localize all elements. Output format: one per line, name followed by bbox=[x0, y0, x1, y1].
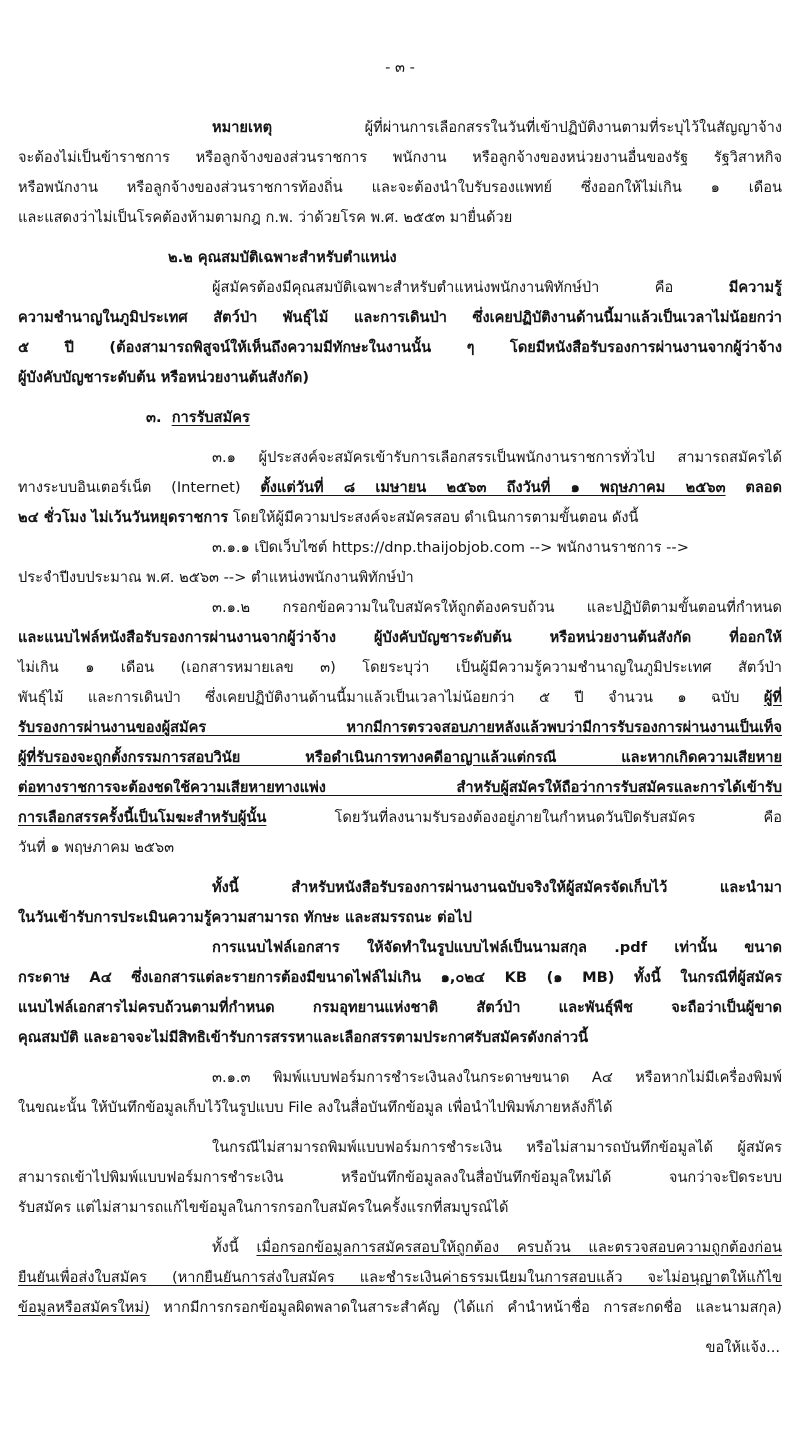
section-3-1-3-line-1: ๓.๑.๓ พิมพ์แบบฟอร์มการชำระเงินลงในกระดาษขนาด A๔ หรือหากไม่มีเครื่องพิมพ์ bbox=[212, 1069, 782, 1086]
cannot-print-line-2: สามารถเข้าไปพิมพ์แบบฟอร์มการชำระเงิน หรือบันทึกข้อมูลลงในสื่อบันทึกข้อมูลใหม่ได้ จนกว่าจะปิดระบบ bbox=[18, 1169, 782, 1186]
section-3-1-2-line-9: วันที่ ๑ พฤษภาคม ๒๕๖๓ bbox=[18, 839, 175, 856]
section-2-2-line-2: ความชำนาญในภูมิประเทศ สัตว์ป่า พันธุ์ไม้ และการเดินป่า ซึ่งเคยปฏิบัติงานด้านนี้มาแล้วเป็นเวลาไม่น้อยกว่า bbox=[18, 309, 782, 326]
attach-line-4: คุณสมบัติ และอาจจะไม่มีสิทธิเข้ารับการสรรหาและเลือกสรรตามประกาศรับสมัครดังกล่าวนี้ bbox=[18, 1029, 589, 1046]
section-3-1-line-3: ๒๔ ชั่วโมง ไม่เว้นวันหยุดราชการ โดยให้ผู้มีความประสงค์จะสมัครสอบ ดำเนินการตามขั้นตอน ดังนี้ bbox=[18, 509, 639, 526]
note-line-2: จะต้องไม่เป็นข้าราชการ หรือลูกจ้างของส่วนราชการ พนักงาน หรือลูกจ้างของหน่วยงานอื่นของรัฐ รัฐวิสาหกิจ bbox=[18, 149, 782, 166]
section-3-1-line-1: ๓.๑ ผู้ประสงค์จะสมัครเข้ารับการเลือกสรรเป็นพนักงานราชการทั่วไป สามารถสมัครได้ bbox=[212, 449, 782, 466]
section-3-1-line-2: ทางระบบอินเตอร์เน็ต (Internet) ตั้งแต่วันที่ ๘ เมษายน ๒๕๖๓ ถึงวันที่ ๑ พฤษภาคม ๒๕๖๓ ตลอด bbox=[18, 479, 783, 496]
section-2-2-line-3: ๕ ปี (ต้องสามารถพิสูจน์ให้เห็นถึงความมีทักษะในงานนั้น ๆ โดยมีหนังสือรับรองการผ่านงานจากผู้ว่าจ้าง bbox=[18, 339, 782, 356]
final-line-2: ยืนยันเพื่อส่งใบสมัคร (หากยืนยันการส่งใบสมัคร และชำระเงินค่าธรรมเนียมในการสอบแล้ว จะไม่อนุญาตให้แก้ไข bbox=[18, 1269, 782, 1286]
section-2-2-line-1: ผู้สมัครต้องมีคุณสมบัติเฉพาะสำหรับตำแหน่งพนักงานพิทักษ์ป่า คือ มีความรู้ bbox=[212, 279, 782, 296]
cannot-print-line-3: รับสมัคร แต่ไม่สามารถแก้ไขข้อมูลในการกรอกใบสมัครในครั้งแรกที่สมบูรณ์ได้ bbox=[18, 1199, 509, 1216]
note-line-1: หมายเหตุ ผู้ที่ผ่านการเลือกสรรในวันที่เข้าปฏิบัติงานตามที่ระบุไว้ในสัญญาจ้าง bbox=[212, 119, 782, 136]
cannot-print-line-1: ในกรณีไม่สามารถพิมพ์แบบฟอร์มการชำระเงิน หรือไม่สามารถบันทึกข้อมูลได้ ผู้สมัคร bbox=[212, 1139, 782, 1156]
section-3-1-2-line-5: รับรองการผ่านงานของผู้สมัคร หากมีการตรวจสอบภายหลังแล้วพบว่ามีการรับรองการผ่านงานเป็นเท็จ bbox=[18, 719, 782, 736]
section-3-1-1-line-1: ๓.๑.๑ เปิดเว็บไซต์ https://dnp.thaijobjob.com --> พนักงานราชการ --> bbox=[212, 539, 689, 556]
page-number: - ๓ - bbox=[385, 59, 415, 76]
section-3-1-2-line-6: ผู้ที่รับรองจะถูกตั้งกรรมการสอบวินัย หรือดำเนินการทางคดีอาญาแล้วแต่กรณี และหากเกิดความเสียหาย bbox=[18, 749, 782, 766]
section-3-1-2-line-4: พันธุ์ไม้ และการเดินป่า ซึ่งเคยปฏิบัติงานด้านนี้มาแล้วเป็นเวลาไม่น้อยกว่า ๕ ปี จำนวน ๑ ฉบับ ผู้ที่ bbox=[18, 689, 783, 706]
attach-line-1: การแนบไฟล์เอกสาร ให้จัดทำในรูปแบบไฟล์เป็นนามสกุล .pdf เท่านั้น ขนาด bbox=[212, 939, 782, 956]
section-2-2-line-4: ผู้บังคับบัญชาระดับต้น หรือหน่วยงานต้นสังกัด) bbox=[18, 369, 310, 386]
original-doc-line-2: ในวันเข้ารับการประเมินความรู้ความสามารถ ทักษะ และสมรรถนะ ต่อไป bbox=[18, 909, 472, 926]
section-3-heading: ๓. การรับสมัคร bbox=[146, 409, 250, 426]
note-line-4: และแสดงว่าไม่เป็นโรคต้องห้ามตามกฎ ก.พ. ว่าด้วยโรค พ.ศ. ๒๕๕๓ มายื่นด้วย bbox=[18, 209, 513, 226]
section-3-1-2-line-2: และแนบไฟล์หนังสือรับรองการผ่านงานจากผู้ว่าจ้าง ผู้บังคับบัญชาระดับต้น หรือหน่วยงานต้นสังกัด ที่ออกให้ bbox=[18, 629, 782, 646]
attach-line-2: กระดาษ A๔ ซึ่งเอกสารแต่ละรายการต้องมีขนาดไฟล์ไม่เกิน ๑,๐๒๔ KB (๑ MB) ทั้งนี้ ในกรณีที่ผู้สมัคร bbox=[18, 969, 782, 986]
section-3-1-2-line-8: การเลือกสรรครั้งนี้เป็นโมฆะสำหรับผู้นั้น โดยวันที่ลงนามรับรองต้องอยู่ภายในกำหนดวันปิดรับสมัคร คือ bbox=[18, 809, 782, 826]
note-line-3: หรือพนักงาน หรือลูกจ้างของส่วนราชการท้องถิ่น และจะต้องนำใบรับรองแพทย์ ซึ่งออกให้ไม่เกิน ๑ เดือน bbox=[18, 179, 782, 196]
section-3-1-2-line-1: ๓.๑.๒ กรอกข้อความในใบสมัครให้ถูกต้องครบถ้วน และปฏิบัติตามขั้นตอนที่กำหนด bbox=[212, 599, 782, 616]
section-3-1-3-line-2: ในขณะนั้น ให้บันทึกข้อมูลเก็บไว้ในรูปแบบ File ลงในสื่อบันทึกข้อมูล เพื่อนำไปพิมพ์ภายหลังก็ได้ bbox=[18, 1099, 613, 1116]
final-line-3: ข้อมูลหรือสมัครใหม่) หากมีการกรอกข้อมูลผิดพลาดในสาระสำคัญ (ได้แก่ คำนำหน้าชื่อ การสะกดชื่อ และนามสกุล) bbox=[18, 1299, 782, 1316]
section-3-1-2-line-3: ไม่เกิน ๑ เดือน (เอกสารหมายเลข ๓) โดยระบุว่า เป็นผู้มีความรู้ความชำนาญในภูมิประเทศ สัตว์ป่า bbox=[18, 659, 782, 676]
original-doc-line-1: ทั้งนี้ สำหรับหนังสือรับรองการผ่านงานฉบับจริงให้ผู้สมัครจัดเก็บไว้ และนำมา bbox=[212, 879, 782, 896]
section-2-2-heading: ๒.๒ คุณสมบัติเฉพาะสำหรับตำแหน่ง bbox=[168, 249, 397, 266]
note-label: หมายเหตุ bbox=[212, 119, 273, 136]
section-3-1-2-line-7: ต่อทางราชการจะต้องชดใช้ความเสียหายทางแพ่ง สำหรับผู้สมัครให้ถือว่าการรับสมัครและการได้เข้ารับ bbox=[18, 779, 782, 796]
final-line-1: ทั้งนี้ เมื่อกรอกข้อมูลการสมัครสอบให้ถูกต้อง ครบถ้วน และตรวจสอบความถูกต้องก่อน bbox=[212, 1239, 782, 1256]
section-3-1-1-line-2: ประจำปีงบประมาณ พ.ศ. ๒๕๖๓ --> ตำแหน่งพนักงานพิทักษ์ป่า bbox=[18, 569, 414, 586]
attach-line-3: แนบไฟล์เอกสารไม่ครบถ้วนตามที่กำหนด กรมอุทยานแห่งชาติ สัตว์ป่า และพันธุ์พืช จะถือว่าเป็นผู้ขาด bbox=[18, 999, 782, 1016]
continuation-text: ขอให้แจ้ง... bbox=[705, 1339, 780, 1356]
